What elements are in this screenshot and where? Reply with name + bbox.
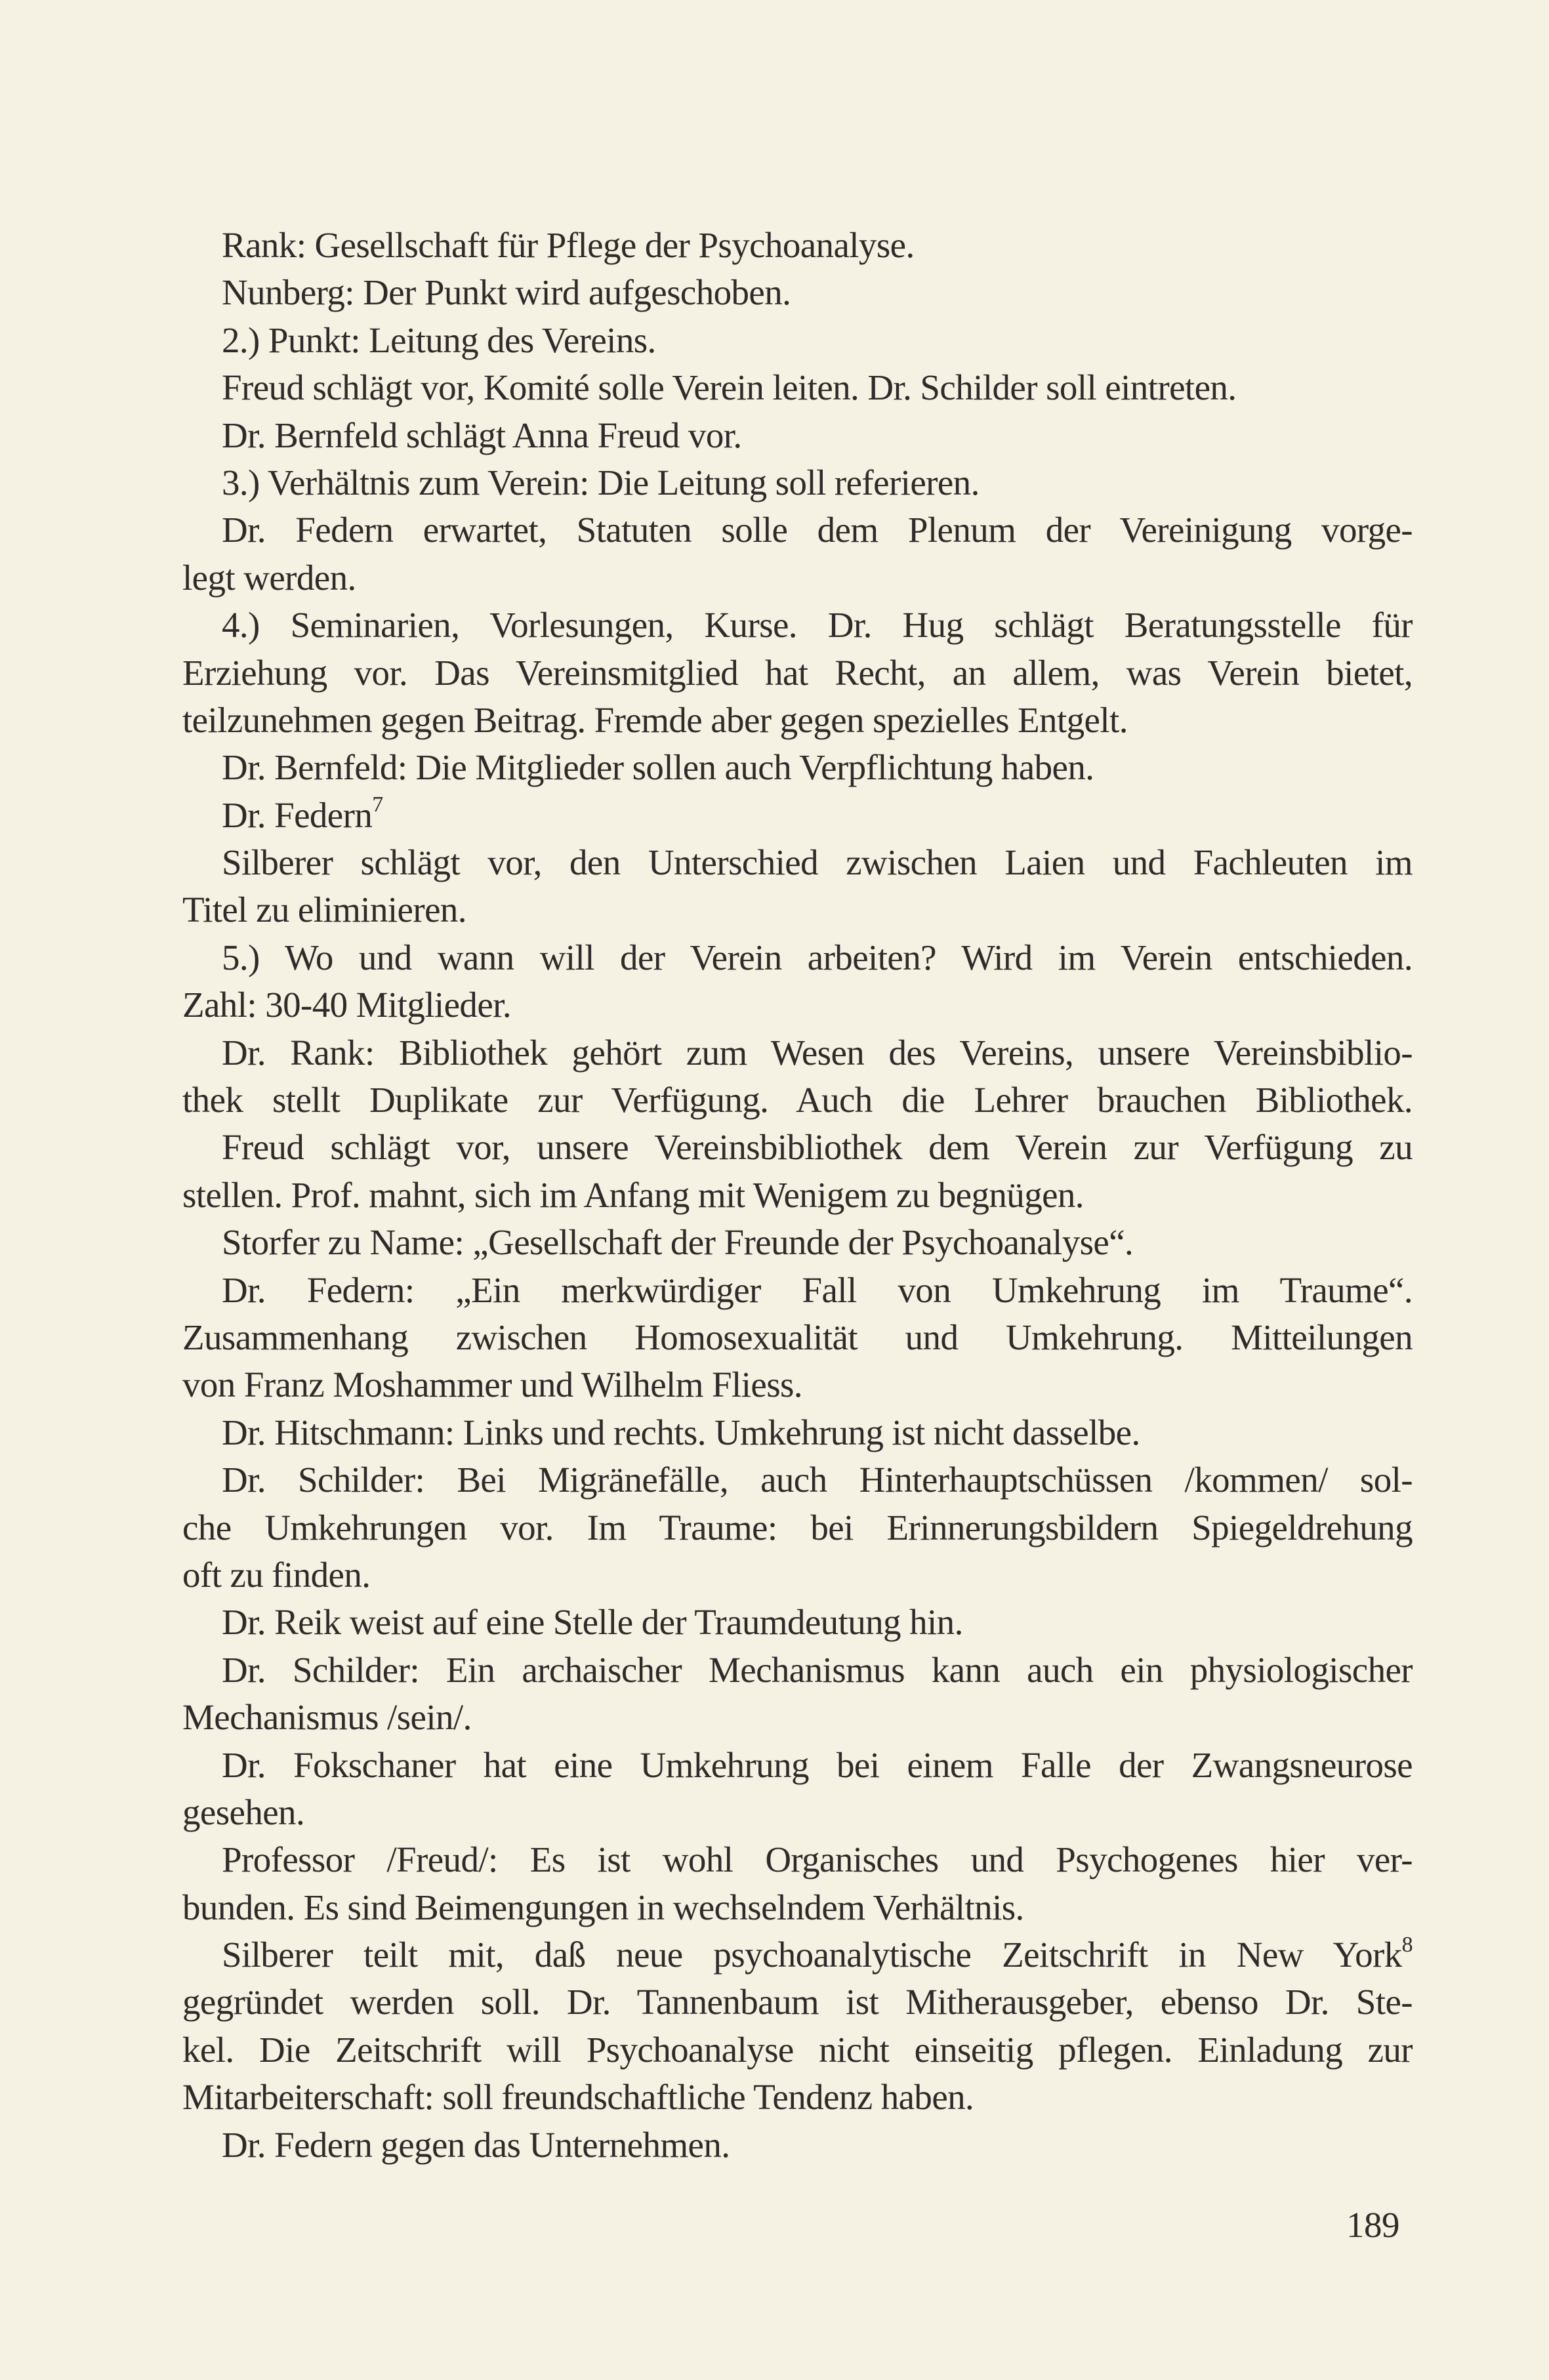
line-text: 3.) Verhältnis zum Verein: Die Leitung soll referieren. bbox=[222, 462, 980, 503]
text-line bbox=[182, 792, 1413, 839]
line-text: Dr. Schilder: Bei Migränefälle, auch Hinterhauptschüssen /kommen/ sol- bbox=[222, 1460, 1413, 1500]
text-line bbox=[182, 222, 1413, 269]
line-text: Dr. Hitschmann: Links und rechts. Umkehrung ist nicht dasselbe. bbox=[222, 1412, 1140, 1452]
text-line bbox=[182, 1599, 1413, 1646]
text-line bbox=[182, 649, 1413, 697]
line-text: Mechanismus /sein/. bbox=[182, 1697, 472, 1738]
line-text: Dr. Schilder: Ein archaischer Mechanismus kann auch ein physiologischer bbox=[222, 1649, 1413, 1690]
line-text: Zahl: 30-40 Mitglieder. bbox=[182, 985, 511, 1025]
footnote-marker[interactable]: 8 bbox=[1401, 1932, 1413, 1957]
page-number: 189 bbox=[1346, 2205, 1399, 2245]
text-line bbox=[182, 1836, 1413, 1883]
line-text: von Franz Moshammer und Wilhelm Fliess. bbox=[182, 1364, 802, 1405]
line-text: Silberer schlägt vor, den Unterschied zwischen Laien und Fachleuten im bbox=[222, 842, 1413, 883]
line-text: kel. Die Zeitschrift will Psychoanalyse nicht einseitig pflegen. Einladung zur bbox=[182, 2029, 1413, 2070]
text-line bbox=[182, 1267, 1413, 1314]
text-line bbox=[182, 1409, 1413, 1456]
footnote-marker[interactable]: 7 bbox=[372, 792, 383, 817]
line-text: Dr. Reik weist auf eine Stelle der Traumdeutung hin. bbox=[222, 1602, 963, 1643]
line-text: Storfer zu Name: „Gesellschaft der Freunde der Psychoanalyse“. bbox=[222, 1222, 1134, 1263]
text-line bbox=[182, 1314, 1413, 1361]
body-text bbox=[182, 222, 1413, 2169]
line-text: gesehen. bbox=[182, 1792, 305, 1832]
line-text: Dr. Federn bbox=[222, 794, 373, 835]
line-text: bunden. Es sind Beimengungen in wechselndem Verhältnis. bbox=[182, 1887, 1024, 1927]
text-line bbox=[182, 602, 1413, 649]
text-line bbox=[182, 2026, 1413, 2074]
text-line bbox=[182, 364, 1413, 411]
line-text: Rank: Gesellschaft für Pflege der Psychoanalyse. bbox=[222, 225, 915, 265]
text-line bbox=[182, 934, 1413, 981]
text-line bbox=[182, 2074, 1413, 2121]
text-line bbox=[182, 1647, 1413, 1694]
line-text: Dr. Rank: Bibliothek gehört zum Wesen des Vereins, unsere Vereinsbiblio- bbox=[222, 1032, 1413, 1073]
line-text: gegründet werden soll. Dr. Tannenbaum ist Mitherausgeber, ebenso Dr. Ste- bbox=[182, 1982, 1413, 2022]
text-line bbox=[182, 1694, 1413, 1741]
text-line bbox=[182, 506, 1413, 554]
text-line bbox=[182, 839, 1413, 886]
line-text: 2.) Punkt: Leitung des Vereins. bbox=[222, 319, 656, 360]
text-line bbox=[182, 1551, 1413, 1599]
line-text: Dr. Bernfeld schlägt Anna Freud vor. bbox=[222, 415, 742, 455]
line-text: Zusammenhang zwischen Homosexualität und Umkehrung. Mitteilungen bbox=[182, 1317, 1413, 1357]
text-line bbox=[182, 1504, 1413, 1551]
text-line bbox=[182, 1789, 1413, 1836]
line-text: Professor /Freud/: Es ist wohl Organisches und Psychogenes hier ver- bbox=[222, 1839, 1413, 1880]
line-text: Dr. Federn: „Ein merkwürdiger Fall von Umkehrung im Traume“. bbox=[222, 1269, 1413, 1310]
line-text: Dr. Federn gegen das Unternehmen. bbox=[222, 2124, 730, 2165]
line-text: legt werden. bbox=[182, 557, 356, 598]
text-line bbox=[182, 1124, 1413, 1171]
text-line bbox=[182, 269, 1413, 316]
text-line bbox=[182, 1219, 1413, 1266]
text-line bbox=[182, 1456, 1413, 1504]
text-line bbox=[182, 1029, 1413, 1077]
line-text: Silberer teilt mit, daß neue psychoanalytische Zeitschrift in New York bbox=[222, 1935, 1402, 1975]
text-line bbox=[182, 981, 1413, 1029]
text-line bbox=[182, 1361, 1413, 1408]
line-text: Erziehung vor. Das Vereinsmitglied hat Recht, an allem, was Verein bietet, bbox=[182, 652, 1413, 693]
line-text: oft zu finden. bbox=[182, 1554, 371, 1595]
text-line bbox=[182, 697, 1413, 744]
line-text: Dr. Federn erwartet, Statuten solle dem Plenum der Vereinigung vorge- bbox=[222, 510, 1413, 550]
line-text: thek stellt Duplikate zur Verfügung. Auch die Lehrer brauchen Bibliothek. bbox=[182, 1080, 1413, 1120]
line-text: Freud schlägt vor, Komité solle Verein leiten. Dr. Schilder soll eintreten. bbox=[222, 367, 1237, 408]
text-line bbox=[182, 1172, 1413, 1219]
line-text: stellen. Prof. mahnt, sich im Anfang mit Wenigem zu begnügen. bbox=[182, 1174, 1084, 1215]
text-line bbox=[182, 1884, 1413, 1931]
text-line bbox=[182, 412, 1413, 459]
line-text: Nunberg: Der Punkt wird aufgeschoben. bbox=[222, 272, 791, 313]
text-line bbox=[182, 1931, 1413, 1979]
text-line bbox=[182, 2122, 1413, 2169]
text-line bbox=[182, 554, 1413, 602]
line-text: Freud schlägt vor, unsere Vereinsbibliothek dem Verein zur Verfügung zu bbox=[222, 1127, 1413, 1168]
text-line bbox=[182, 317, 1413, 364]
line-text: Dr. Fokschaner hat eine Umkehrung bei einem Falle der Zwangsneurose bbox=[222, 1744, 1413, 1785]
line-text: teilzunehmen gegen Beitrag. Fremde aber gegen spezielles Entgelt. bbox=[182, 699, 1128, 740]
text-line bbox=[182, 1979, 1413, 2026]
text-line bbox=[182, 1742, 1413, 1789]
line-text: che Umkehrungen vor. Im Traume: bei Erinnerungsbildern Spiegeldrehung bbox=[182, 1507, 1413, 1548]
text-line bbox=[182, 886, 1413, 934]
line-text: Dr. Bernfeld: Die Mitglieder sollen auch Verpflichtung haben. bbox=[222, 747, 1094, 788]
line-text: 4.) Seminarien, Vorlesungen, Kurse. Dr. Hug schlägt Beratungsstelle für bbox=[222, 605, 1413, 646]
text-line bbox=[182, 1077, 1413, 1124]
line-text: Mitarbeiterschaft: soll freundschaftliche Tendenz haben. bbox=[182, 2077, 974, 2118]
text-line bbox=[182, 459, 1413, 506]
text-line bbox=[182, 744, 1413, 791]
line-text: Titel zu eliminieren. bbox=[182, 890, 466, 930]
line-text: 5.) Wo und wann will der Verein arbeiten? Wird im Verein entschieden. bbox=[222, 937, 1413, 977]
